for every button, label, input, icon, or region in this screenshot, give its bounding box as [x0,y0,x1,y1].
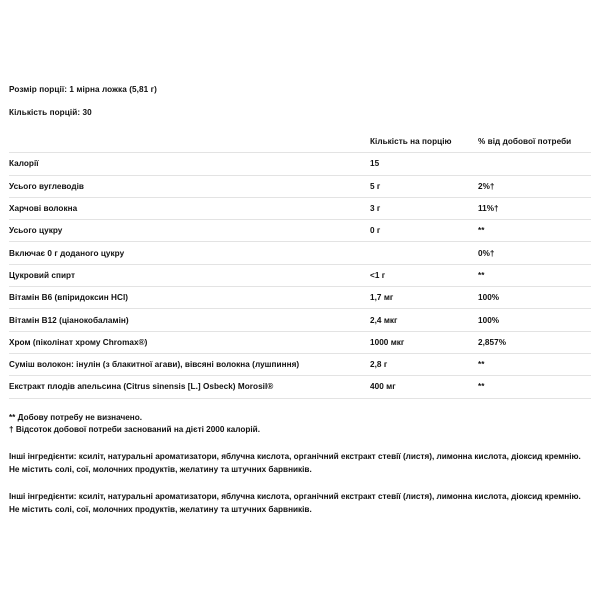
nutrient-daily-value: 11%† [478,197,591,219]
nutrient-daily-value: 0%† [478,242,591,264]
nutrient-name: Суміш волокон: інулін (з блакитної агави), вівсяні волокна (лушпиння) [9,353,370,375]
nutrient-daily-value: 2%† [478,175,591,197]
ingredients-block [9,451,591,477]
table-header [9,131,591,153]
table-row [9,309,591,331]
footnote-line: † Відсоток добової потреби заснований на дієті 2000 калорій. [9,424,260,434]
table-row [9,220,591,242]
column-header-amount-per-serving: Кількість на порцію [370,131,478,153]
table-row [9,353,591,375]
serving-info [9,0,591,118]
table-row [9,376,591,398]
column-header-daily-value: % від добової потреби [478,131,591,153]
nutrient-amount: 5 г [370,175,478,197]
nutrient-name: Вітамін B6 (впіридоксин HCl) [9,287,370,309]
nutrient-daily-value: 100% [478,287,591,309]
nutrient-name: Усього цукру [9,220,370,242]
allergen-statement-text: Не містить солі, сої, молочних продуктів, желатину та штучних барвників. [9,505,312,515]
column-header-nutrient [9,131,370,153]
nutrient-name: Вітамін B12 (ціанокобаламін) [9,309,370,331]
nutrient-name: Калорії [9,153,370,175]
nutrient-amount: 1,7 мг [370,287,478,309]
table-row [9,197,591,219]
nutrient-amount: 2,4 мкг [370,309,478,331]
other-ingredients-text: Інші інгредієнти: ксиліт, натуральні ароматизатори, яблучна кислота, органічний екстракт стевії (листя), лимонна кислота, діоксид кремнію. [9,451,581,461]
nutrient-name: Цукровий спирт [9,264,370,286]
nutrient-amount: <1 г [370,264,478,286]
nutrient-daily-value: ** [478,353,591,375]
nutrition-facts-table [9,131,591,399]
footnote-line: ** Добову потребу не визначено. [9,412,143,422]
nutrient-amount: 400 мг [370,376,478,398]
ingredients-block [9,491,591,517]
nutrient-daily-value: ** [478,264,591,286]
table-row [9,242,591,264]
nutrient-name: Усього вуглеводів [9,175,370,197]
nutrient-daily-value: ** [478,220,591,242]
other-ingredients-text: Інші інгредієнти: ксиліт, натуральні ароматизатори, яблучна кислота, органічний екстракт стевії (листя), лимонна кислота, діоксид кремнію. [9,491,581,501]
ingredient-sections [9,451,591,517]
nutrient-name: Екстракт плодів апельсина (Citrus sinensis [L.] Osbeck) Morosil® [9,376,370,398]
nutrient-amount: 0 г [370,220,478,242]
nutrient-amount: 3 г [370,197,478,219]
table-row [9,264,591,286]
table-row [9,175,591,197]
nutrient-amount: 2,8 г [370,353,478,375]
nutrient-daily-value: ** [478,376,591,398]
nutrient-amount [370,242,478,264]
nutrient-daily-value [478,153,591,175]
serving-size-label: Розмір порції: 1 мірна ложка (5,81 г) [9,85,157,94]
nutrient-daily-value: 2,857% [478,331,591,353]
table-row [9,287,591,309]
footnotes [9,412,591,436]
table-row [9,331,591,353]
nutrient-amount: 15 [370,153,478,175]
nutrient-name: Харчові волокна [9,197,370,219]
allergen-statement-text: Не містить солі, сої, молочних продуктів, желатину та штучних барвників. [9,465,312,475]
table-row [9,153,591,175]
nutrient-name: Включає 0 г доданого цукру [9,242,370,264]
nutrient-daily-value: 100% [478,309,591,331]
nutrient-amount: 1000 мкг [370,331,478,353]
servings-per-container-label: Кількість порцій: 30 [9,108,92,117]
table-body [9,153,591,398]
table-header-row [9,131,591,153]
nutrient-name: Хром (піколінат хрому Chromax®) [9,331,370,353]
